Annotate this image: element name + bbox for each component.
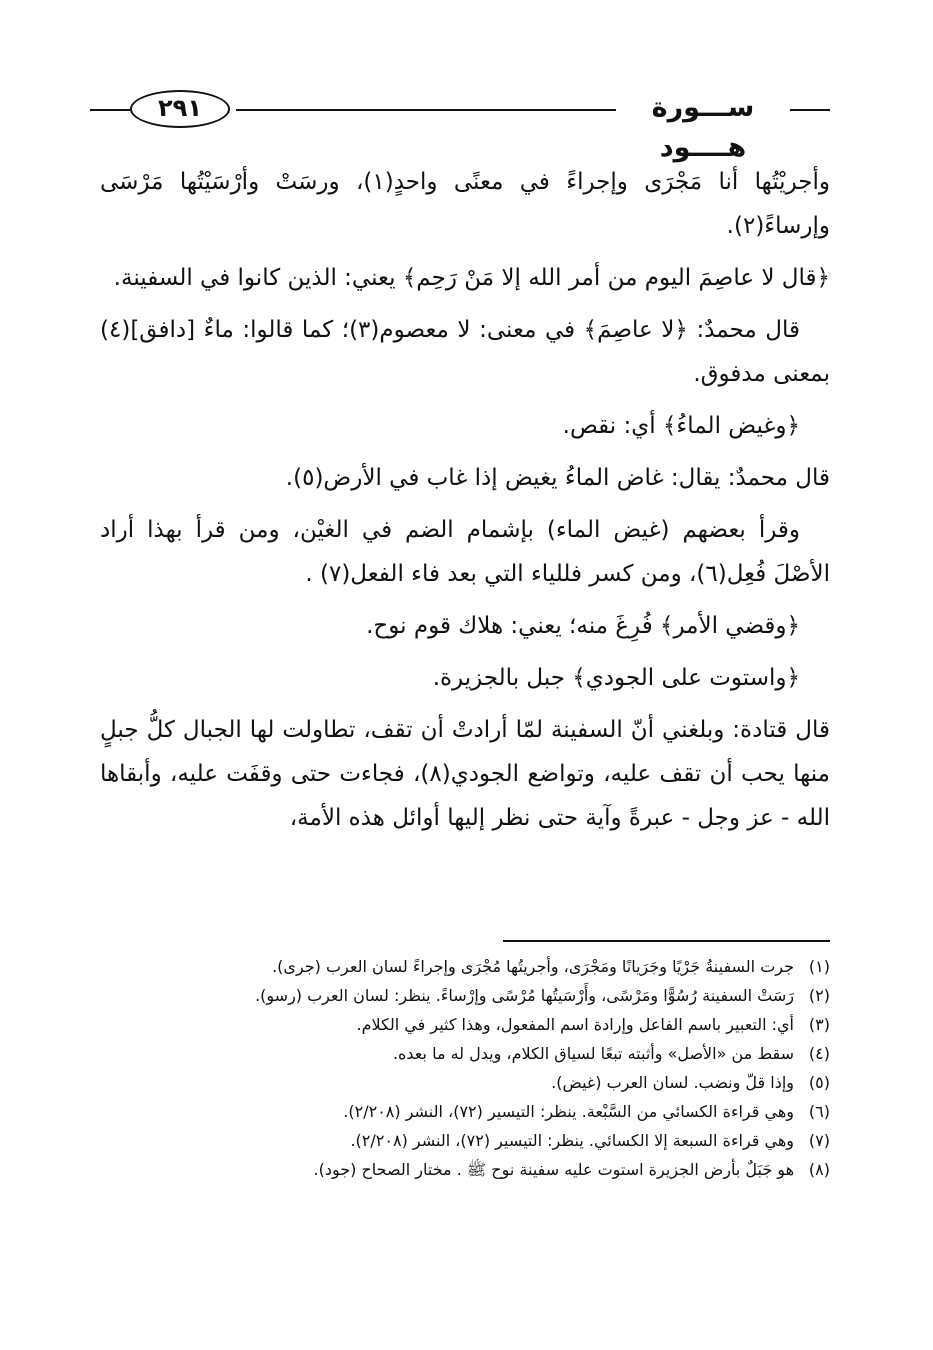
paragraph: ﴿واستوت على الجودي﴾ جبل بالجزيرة.: [432, 665, 800, 691]
footnote: [100, 1097, 830, 1126]
paragraph: قال محمدٌ: ﴿لا عاصِمَ﴾ في معنى: لا معصوم(٣)؛ كما قالوا: ماءٌ [دافق](٤) بمعنى مدفوق.: [100, 317, 830, 387]
footnote-text: وإذا قلّ ونضب. لسان العرب (غيض).: [551, 1073, 794, 1092]
footnote-number: (١): [808, 957, 830, 976]
footnotes: [100, 952, 830, 1184]
footnote: [100, 981, 830, 1010]
footnote-text: وهي قراءة الكسائي من السَّبْعة. ينظر: التيسير (٧٢)، النشر (٢/٢٠٨).: [343, 1102, 794, 1121]
paragraph: ﴿قال لا عاصِمَ اليوم من أمر الله إلا مَنْ رَحِم﴾ يعني: الذين كانوا في السفينة.: [113, 265, 830, 291]
footnote-number: (٤): [808, 1044, 830, 1063]
header-rule-left: [90, 109, 130, 111]
footnote-text: هو جَبَلٌ بأرض الجزيرة استوت عليه سفينة نوح ﷺ . مختار الصحاح (جود).: [313, 1160, 794, 1179]
page-number: ٢٩١: [130, 90, 230, 128]
footnote-text: جرت السفينةُ جَرْيًا وجَرَيانًا ومَجْرَى، وأجريتُها مُجْرَى وإجراءً لسان العرب (جرى).: [272, 957, 794, 976]
footnote-number: (٥): [808, 1073, 830, 1092]
footnote-separator: [503, 940, 830, 942]
footnote: [100, 1010, 830, 1039]
footnote-number: (٦): [808, 1102, 830, 1121]
footnote-text: وهي قراءة السبعة إلا الكسائي. ينظر: التيسير (٧٢)، النشر (٢/٢٠٨).: [350, 1131, 794, 1150]
footnote-number: (٨): [808, 1160, 830, 1179]
main-text: [100, 160, 830, 848]
surah-title: ســـورة هــــود: [651, 92, 755, 163]
footnote: [100, 1039, 830, 1068]
footnote-number: (٧): [808, 1131, 830, 1150]
footnote-number: (٣): [808, 1015, 830, 1034]
footnote-number: (٢): [808, 986, 830, 1005]
header-rule-middle: [236, 109, 616, 111]
header-rule-right: [790, 109, 830, 111]
footnote: [100, 1155, 830, 1184]
paragraph: ﴿وقضي الأمر﴾ فُرِغَ منه؛ يعني: هلاك قوم نوح.: [366, 613, 800, 639]
paragraph: قال قتادة: وبلغني أنّ السفينة لمّا أرادتْ أن تقف، تطاولت لها الجبال كلُّ جبلٍ منها يحب أن تقف عليه، وتواضع الجودي(٨)، فجاءت حتى وقفَت عليه، وأبقاها الله - عز وجل - عبرةً وآية حتى نظر إليها أوائل هذه الأمة،: [100, 717, 830, 831]
paragraph: ﴿وغيض الماءُ﴾ أي: نقص.: [562, 413, 800, 439]
paragraph: وأجريْتُها أنا مَجْرَى وإجراءً في معنًى واحدٍ(١)، ورسَتْ وأرْسَيْتُها مَرْسَى وإرساءً(٢).: [100, 169, 830, 239]
footnote: [100, 1068, 830, 1097]
footnote: [100, 1126, 830, 1155]
footnote-text: سقط من «الأصل» وأثبته تبعًا لسياق الكلام، ويدل له ما بعده.: [392, 1044, 794, 1063]
paragraph: وقرأ بعضهم (غيض الماء) بإشمام الضم في الغيْن، ومن قرأ بهذا أراد الأصْلَ فُعِل(٦)، ومن كسر فللياء التي بعد فاء الفعل(٧) .: [100, 517, 830, 587]
page-header: [90, 88, 830, 163]
paragraph: قال محمدٌ: يقال: غاض الماءُ يغيض إذا غاب في الأرض(٥).: [285, 465, 830, 491]
footnote-text: رَسَتْ السفينة رُسُوًّا ومَرْسًى، وأَرْسَيتُها مُرْسًى وإرْساءً. ينظر: لسان العرب (رسو).: [255, 986, 794, 1005]
footnote: [100, 952, 830, 981]
footnote-text: أي: التعبير باسم الفاعل وإرادة اسم المفعول، وهذا كثير في الكلام.: [356, 1015, 794, 1034]
